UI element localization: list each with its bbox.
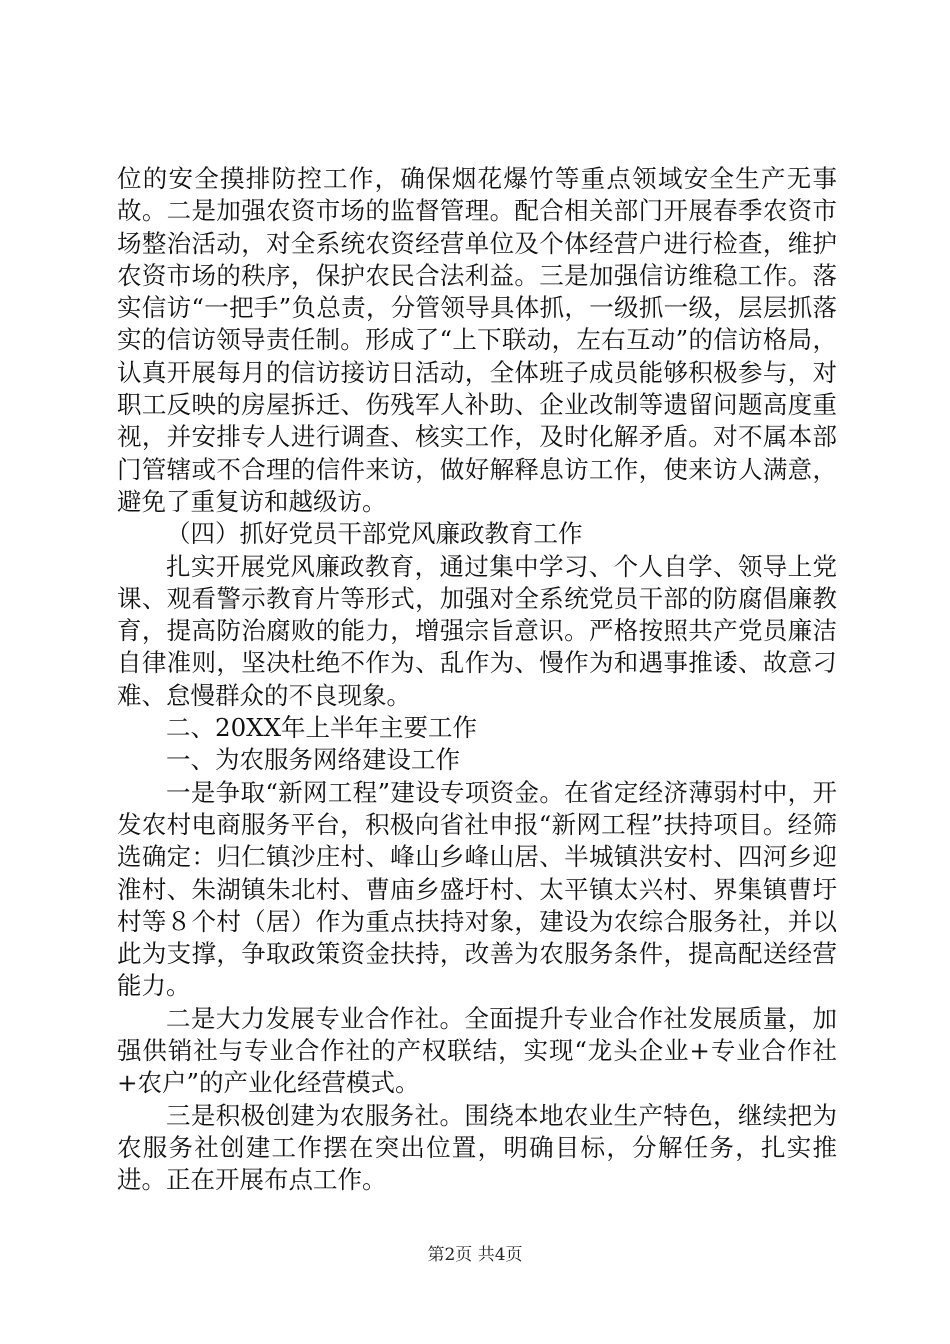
document-body xyxy=(117,163,837,1197)
section-heading-main-work: 二、20XX年上半年主要工作 xyxy=(166,713,478,743)
paragraph-continuation: 位的安全摸排防控工作，确保烟花爆竹等重点领域安全生产无事故。二是加强农资市场的监督管理。配合相关部门开展春季农资市场整治活动，对全系统农资经营单位及个体经营户进行检查，维护农资市场的秩序，保护农民合法利益。三是加强信访维稳工作。落实信访“一把手”负总责，分管领导具体抓，一级抓一级，层层抓落实的信访领导责任制。形成了“上下联动，左右互动”的信访格局，认真开展每月的信访接访日活动，全体班子成员能够积极参与，对职工反映的房屋拆迁、伤残军人补助、企业改制等遗留问题高度重视，并安排专人进行调查、核实工作，及时化解矛盾。对不属本部门管辖或不合理的信件来访，做好解释息访工作，使来访人满意，避免了重复访和越级访。 xyxy=(117,164,837,516)
page-number-footer: 第2页 共4页 xyxy=(427,1245,523,1265)
section-heading-4: （四）抓好党员干部党风廉政教育工作 xyxy=(166,519,583,549)
paragraph-clean-government: 扎实开展党风廉政教育，通过集中学习、个人自学、领导上党课、观看警示教育片等形式，加强对全系统党员干部的防腐倡廉教育，提高防治腐败的能力，增强宗旨意识。严格按照共产党员廉洁自律准则，坚决杜绝不作为、乱作为、慢作为和遇事推诿、故意刁难、怠慢群众的不良现象。 xyxy=(117,551,837,710)
subsection-heading-network: 一、为农服务网络建设工作 xyxy=(166,745,460,775)
paragraph-new-network-project: 一是争取“新网工程”建设专项资金。在省定经济薄弱村中，开发农村电商服务平台，积极向省社申报“新网工程”扶持项目。经筛选确定：归仁镇沙庄村、峰山乡峰山居、半城镇洪安村、四河乡迎淮村、朱湖镇朱北村、曹庙乡盛圩村、太平镇太兴村、界集镇曹圩村等８个村（居）作为重点扶持对象，建设为农综合服务社，并以此为支撑，争取政策资金扶持，改善为农服务条件，提高配送经营能力。 xyxy=(117,777,837,1001)
paragraph-cooperatives: 二是大力发展专业合作社。全面提升专业合作社发展质量，加强供销社与专业合作社的产权联结，实现“龙头企业+专业合作社+农户”的产业化经营模式。 xyxy=(117,1003,837,1098)
paragraph-service-agencies: 三是积极创建为农服务社。围绕本地农业生产特色，继续把为农服务社创建工作摆在突出位置，明确目标，分解任务，扎实推进。正在开展布点工作。 xyxy=(117,1100,837,1195)
